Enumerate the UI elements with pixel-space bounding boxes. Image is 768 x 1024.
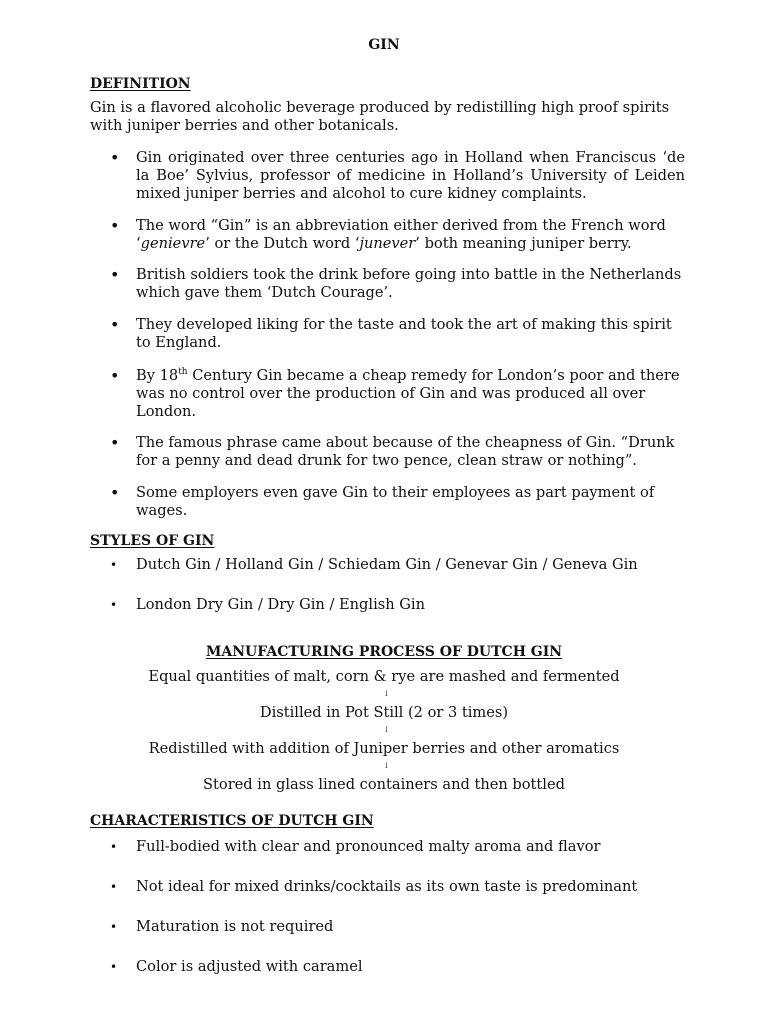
process-step: Stored in glass lined containers and then bottled bbox=[203, 776, 565, 793]
list-item-text: London Dry Gin / Dry Gin / English Gin bbox=[136, 596, 425, 613]
list-item-text bbox=[136, 367, 685, 421]
down-arrow-icon: ↓ bbox=[383, 725, 390, 734]
list-item-text bbox=[136, 217, 685, 253]
list-item-text: They developed liking for the taste and took the art of making this spirit to England. bbox=[136, 316, 672, 351]
bullet-glyph: • bbox=[110, 840, 118, 854]
list-item-text: Dutch Gin / Holland Gin / Schiedam Gin / Genevar Gin / Geneva Gin bbox=[136, 556, 638, 573]
list-item-text: Not ideal for mixed drinks/cocktails as its own taste is predominant bbox=[136, 878, 638, 895]
styles-heading: STYLES OF GIN bbox=[90, 533, 215, 549]
list-item bbox=[110, 596, 685, 614]
bullet-glyph: • bbox=[110, 880, 118, 894]
bullet-glyph: • bbox=[110, 433, 120, 452]
bullet-glyph: • bbox=[110, 558, 118, 572]
characteristics-heading: CHARACTERISTICS OF DUTCH GIN bbox=[90, 813, 374, 829]
bullet-glyph: • bbox=[110, 148, 120, 167]
list-item bbox=[110, 484, 685, 520]
process-heading bbox=[0, 643, 768, 661]
list-item-text: Gin originated over three centuries ago in Holland when Franciscus ‘de la Boe’ Sylvius, professor of medicine in Holland’s University of Leiden mixed juniper berries and alcohol to cure kidney complaints. bbox=[136, 149, 685, 202]
bullet-glyph: • bbox=[110, 315, 120, 334]
bullet-glyph: • bbox=[110, 366, 120, 385]
document-title: GIN bbox=[368, 37, 400, 53]
list-item bbox=[110, 958, 685, 976]
text-fragment: By 18 bbox=[136, 367, 179, 384]
list-item bbox=[110, 838, 685, 856]
list-item bbox=[110, 266, 685, 302]
bullet-glyph: • bbox=[110, 598, 118, 612]
down-arrow-icon: ↓ bbox=[383, 689, 390, 698]
bullet-glyph: • bbox=[110, 483, 120, 502]
list-item bbox=[110, 367, 685, 421]
list-item bbox=[110, 434, 685, 470]
french-word: genievre bbox=[140, 235, 206, 252]
list-item-text: Some employers even gave Gin to their employees as part payment of wages. bbox=[136, 484, 655, 519]
text-fragment: ’ or the Dutch word ‘ bbox=[205, 235, 360, 252]
list-item bbox=[110, 217, 685, 253]
bullet-glyph: • bbox=[110, 920, 118, 934]
list-item-text: British soldiers took the drink before going into battle in the Netherlands which gave them ‘Dutch Courage’. bbox=[136, 266, 682, 301]
ordinal-suffix: th bbox=[178, 367, 188, 377]
definition-heading: DEFINITION bbox=[90, 76, 191, 92]
text-fragment: ’ both meaning juniper berry. bbox=[415, 235, 632, 252]
list-item-text: Color is adjusted with caramel bbox=[136, 958, 363, 975]
process-step: Distilled in Pot Still (2 or 3 times) bbox=[259, 704, 509, 721]
list-item-text: Maturation is not required bbox=[136, 918, 334, 935]
bullet-glyph: • bbox=[110, 265, 120, 284]
down-arrow-icon: ↓ bbox=[383, 761, 390, 770]
definition-text: Gin is a flavored alcoholic beverage produced by redistilling high proof spirits with juniper berries and other botanicals. bbox=[90, 99, 670, 134]
bullet-glyph: • bbox=[110, 216, 120, 235]
process-step: Equal quantities of malt, corn & rye are mashed and fermented bbox=[148, 668, 620, 685]
list-item bbox=[110, 918, 685, 936]
list-item-text: The famous phrase came about because of the cheapness of Gin. “Drunk for a penny and dead drunk for two pence, clean straw or nothing”. bbox=[136, 434, 675, 469]
list-item bbox=[110, 149, 685, 203]
text-fragment: Century Gin became a cheap remedy for London’s poor and there was no control over the production of Gin and was produced all over London. bbox=[136, 367, 680, 420]
list-item bbox=[110, 316, 685, 352]
process-step: Redistilled with addition of Juniper berries and other aromatics bbox=[148, 740, 620, 757]
text-fragment: The word “Gin” is an abbreviation either derived from the French word ‘ bbox=[136, 217, 666, 252]
process-heading-text: MANUFACTURING PROCESS OF DUTCH GIN bbox=[205, 644, 563, 660]
bullet-glyph: • bbox=[110, 960, 118, 974]
list-item-text: Full-bodied with clear and pronounced malty aroma and flavor bbox=[136, 838, 601, 855]
list-item bbox=[110, 878, 685, 896]
list-item bbox=[110, 556, 685, 574]
dutch-word: junever bbox=[359, 235, 416, 252]
